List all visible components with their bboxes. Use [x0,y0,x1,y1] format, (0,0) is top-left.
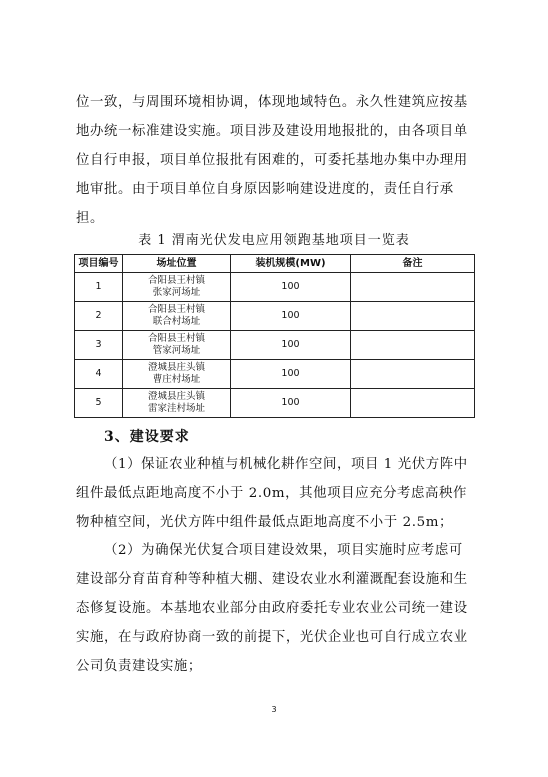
cell-project-no: 2 [75,302,123,331]
location-line: 雷家洼村场址 [147,403,205,414]
table-header-row [75,255,475,273]
cell-capacity: 100 [231,273,351,302]
table-caption: 表 1 渭南光伏发电应用领跑基地项目一览表 [138,233,410,248]
table-row [75,302,475,331]
location-line: 合阳县王村镇 [147,304,205,315]
cell-note [351,360,475,389]
header-capacity: 装机规模(MW) [231,255,351,273]
cell-project-no: 4 [75,360,123,389]
cell-note [351,389,475,418]
location-line: 澄城县庄头镇 [147,362,205,373]
cell-location [123,389,231,418]
location-line: 管家河场址 [152,345,201,356]
requirement-2-paragraph: （2）为确保光伏复合项目建设效果，项目实施时应考虑可建设部分育苗育种等种植大棚、建设农业水利灌溉配套设施和生态修复设施。本基地农业部分由政府委托专业农业公司统一建设实施，在与政府协商一致的前提下，光伏企业也可自行成立农业公司负责建设实施； [76,543,468,674]
requirement-1-paragraph: （1）保证农业种植与机械化耕作空间，项目 1 光伏方阵中组件最低点距地高度不小于 2.0m，其他项目应充分考虑高秧作物种植空间，光伏方阵中组件最低点距地高度不小于 2.5m； [76,457,468,530]
location-line: 联合村场址 [152,316,201,327]
location-line: 合阳县王村镇 [147,275,205,286]
cell-project-no: 3 [75,331,123,360]
cell-note [351,302,475,331]
location-line: 澄城县庄头镇 [147,391,205,402]
table-row [75,273,475,302]
cell-location [123,302,231,331]
cell-project-no: 5 [75,389,123,418]
cell-location [123,273,231,302]
cell-location [123,360,231,389]
section-heading: 3、建设要求 [104,429,190,445]
header-note: 备注 [351,255,475,273]
table-row [75,331,475,360]
header-location: 场址位置 [123,255,231,273]
table-row [75,389,475,418]
cell-capacity: 100 [231,331,351,360]
cell-location [123,331,231,360]
cell-note [351,331,475,360]
header-project-no: 项目编号 [75,255,123,273]
intro-paragraph: 位一致，与周围环境相协调，体现地域特色。永久性建筑应按基地办统一标准建设实施。项目涉及建设用地报批的，由各项目单位自行申报，项目单位报批有困难的，可委托基地办集中办理用地审批。由于项目单位自身原因影响建设进度的，责任自行承担。 [76,95,468,226]
location-line: 合阳县王村镇 [147,333,205,344]
cell-capacity: 100 [231,389,351,418]
table-row [75,360,475,389]
location-line: 张家河场址 [152,287,201,298]
page-number: 3 [271,705,277,714]
location-line: 曹庄村场址 [152,374,201,385]
cell-project-no: 1 [75,273,123,302]
cell-capacity: 100 [231,360,351,389]
project-table [74,254,475,418]
cell-note [351,273,475,302]
cell-capacity: 100 [231,302,351,331]
